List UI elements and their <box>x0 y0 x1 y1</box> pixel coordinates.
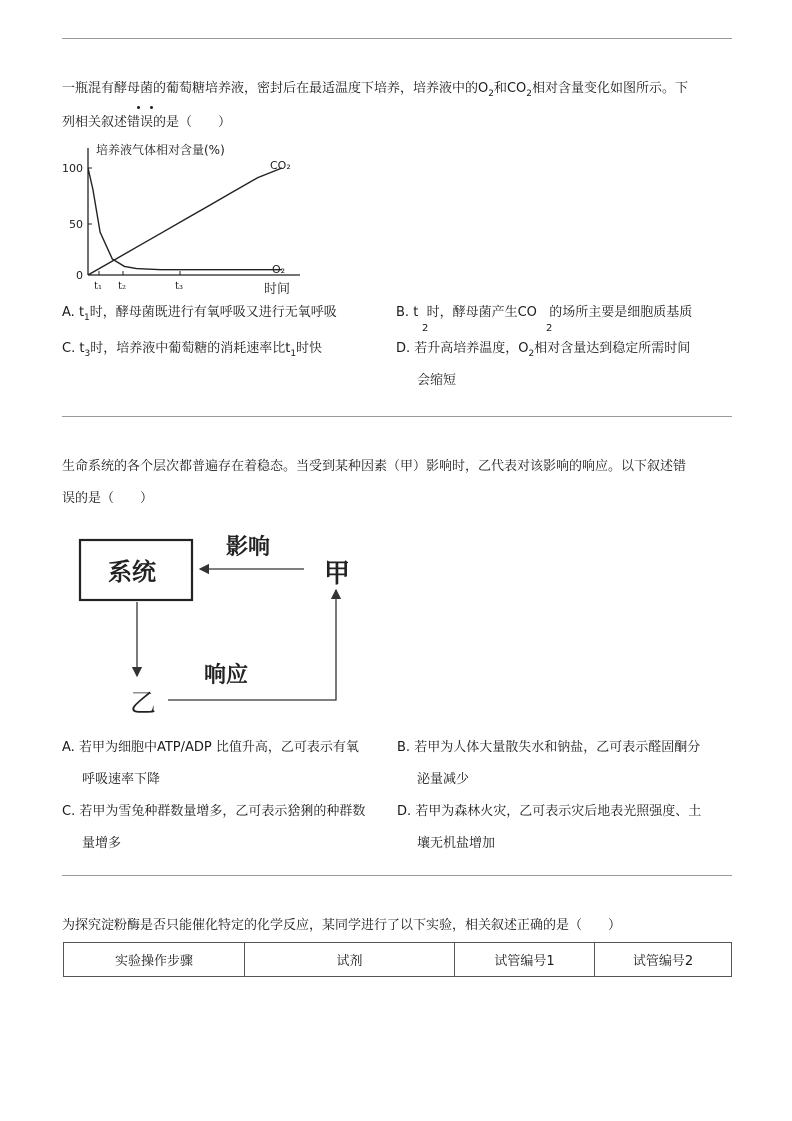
table-header-cell: 实验操作步骤 <box>64 943 245 977</box>
q1-option-a[interactable] <box>62 304 337 323</box>
option-letter: D. <box>396 341 411 356</box>
jia-label: 甲 <box>324 559 351 589</box>
influence-label: 影响 <box>226 535 271 560</box>
homeostasis-diagram <box>74 526 364 722</box>
co2-series-line <box>88 168 282 275</box>
q1-option-c[interactable] <box>62 340 322 359</box>
option-letter: D. <box>397 804 412 819</box>
response-label: 响应 <box>204 663 249 688</box>
q1-stem-text-a: 一瓶混有酵母菌的葡萄糖培养液，密封后在最适温度下培养，培养液中的O <box>62 81 489 96</box>
q2-stem-line1: 生命系统的各个层次都普遍存在着稳态。当受到某种因素（甲）影响时，乙代表对该影响的响应。以下叙述错 <box>62 459 687 474</box>
emphasis-dot <box>150 106 153 109</box>
emphasis-word: 错误 <box>127 115 154 130</box>
o2-subscript: 2 <box>488 89 494 99</box>
option-text: t <box>78 305 85 320</box>
subscript: 2 <box>422 323 429 334</box>
x-axis-label: 时间 <box>264 282 291 297</box>
q2-option-d[interactable] <box>397 803 701 821</box>
option-letter: C. <box>62 804 76 819</box>
y-tick-label: 50 <box>69 218 83 231</box>
option-text: 时快 <box>296 341 323 356</box>
subscript: 2 <box>528 349 535 359</box>
q2-option-d-line2: 壤无机盐增加 <box>417 836 496 851</box>
option-text: 若甲为细胞中ATP/ADP 比值升高，乙可表示有氧 <box>78 740 359 755</box>
o2-series-label: O₂ <box>272 263 286 276</box>
option-letter: A. <box>62 305 75 320</box>
q2-option-b[interactable] <box>397 739 700 757</box>
option-text: 相对含量达到稳定所需时间 <box>534 341 691 356</box>
table-header-cell: 试管编号2 <box>595 943 732 977</box>
y-tick-label: 0 <box>76 269 83 282</box>
subscript: 1 <box>84 313 90 323</box>
option-text: t 时，酵母菌产生CO 的场所主要是细胞质基质 <box>413 305 693 320</box>
option-text: 若升高培养温度，O <box>414 341 529 356</box>
table-header-cell: 试管编号1 <box>455 943 595 977</box>
option-letter: B. <box>397 740 411 755</box>
system-label: 系统 <box>108 558 156 586</box>
emphasis-dot <box>137 106 140 109</box>
co2-subscript: 2 <box>526 89 533 99</box>
q1-stem-text-e: 的是（ ） <box>153 115 232 130</box>
x-tick-label: t₃ <box>175 281 184 292</box>
co2-series-label: CO₂ <box>270 159 291 172</box>
option-text: 时，培养液中葡萄糖的消耗速率比t <box>90 341 291 356</box>
option-letter: A. <box>62 740 75 755</box>
experiment-table <box>63 942 732 977</box>
option-letter: B. <box>396 305 410 320</box>
y-axis-label: 培养液气体相对含量(%) <box>96 143 225 157</box>
y-tick-label: 100 <box>62 162 83 175</box>
q2-option-a[interactable] <box>62 739 359 757</box>
q1-stem-text-b: 和CO <box>493 81 527 96</box>
q2-option-c-line2: 量增多 <box>82 836 122 851</box>
option-text: 若甲为人体大量散失水和钠盐，乙可表示醛固酮分 <box>414 740 701 755</box>
q1-stem-line2 <box>62 114 231 132</box>
q1-option-d[interactable] <box>396 340 690 359</box>
option-letter: C. <box>62 341 76 356</box>
q1-divider <box>62 416 732 417</box>
response-arrow <box>168 590 336 700</box>
subscript: 1 <box>290 349 297 359</box>
subscript: 2 <box>546 323 553 334</box>
q1-option-b[interactable] <box>396 304 692 322</box>
x-tick-label: t₁ <box>94 281 103 292</box>
option-text: 若甲为雪兔种群数量增多，乙可表示猞猁的种群数 <box>79 804 366 819</box>
top-divider <box>62 38 732 39</box>
q2-option-a-line2: 呼吸速率下降 <box>82 772 161 787</box>
q2-option-b-line2: 泌量减少 <box>417 772 470 787</box>
table-header-cell: 试剂 <box>245 943 455 977</box>
q2-stem-line2: 误的是（ ） <box>62 491 154 506</box>
gas-content-chart <box>60 138 310 300</box>
option-text: t <box>79 341 85 356</box>
q1-stem-line1 <box>62 80 688 99</box>
subscript: 3 <box>84 349 91 359</box>
yi-label: 乙 <box>130 689 157 719</box>
x-tick-label: t₂ <box>118 281 127 292</box>
q3-stem: 为探究淀粉酶是否只能催化特定的化学反应，某同学进行了以下实验，相关叙述正确的是（ ） <box>62 918 622 933</box>
option-text: 若甲为森林火灾，乙可表示灾后地表光照强度、土 <box>415 804 702 819</box>
table-header-row <box>64 943 732 977</box>
q1-option-d-line2: 会缩短 <box>417 373 457 388</box>
option-text: 时，酵母菌既进行有氧呼吸又进行无氧呼吸 <box>89 305 337 320</box>
q2-divider <box>62 875 732 876</box>
q2-option-c[interactable] <box>62 803 365 821</box>
q1-stem-text-c: 相对含量变化如图所示。下 <box>532 81 689 96</box>
q1-stem-text-d: 列相关叙述 <box>62 115 128 130</box>
